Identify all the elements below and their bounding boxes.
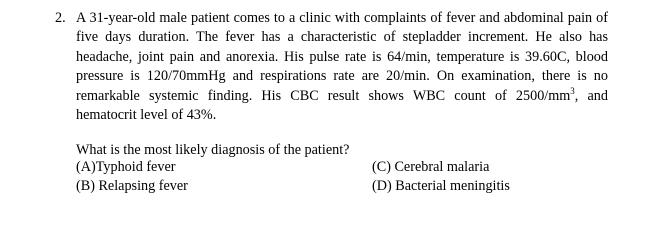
option-text: Bacterial meningitis xyxy=(395,178,510,194)
option-label: (D) xyxy=(372,178,392,194)
stem-line xyxy=(76,87,608,106)
option-text: Cerebral malaria xyxy=(394,159,490,175)
option-text: Typhoid fever xyxy=(95,159,176,175)
option-label: (B) xyxy=(76,178,95,194)
answer-option-a[interactable] xyxy=(76,158,175,176)
answer-option-b[interactable] xyxy=(76,177,188,195)
stem-line-text: remarkable systemic finding. His CBC result shows WBC count of 2500/mm xyxy=(76,87,571,104)
question-prompt: What is the most likely diagnosis of the patient? xyxy=(76,142,350,158)
stem-line: headache, joint pain and anorexia. His pulse rate is 64/min, temperature is 39.60C, blood xyxy=(76,48,608,65)
stem-line-tail: , and xyxy=(574,87,608,104)
question-stem xyxy=(76,9,608,125)
stem-line: hematocrit level of 43%. xyxy=(76,107,217,124)
question-number: 2. xyxy=(55,10,66,26)
stem-line: A 31-year-old male patient comes to a clinic with complaints of fever and abdominal pain of xyxy=(76,10,608,26)
answer-option-d[interactable] xyxy=(372,177,510,195)
stem-line: five days duration. The fever has a characteristic of stepladder increment. He also has xyxy=(76,29,608,46)
stem-line: pressure is 120/70mmHg and respirations rate are 20/min. On examination, there is no xyxy=(76,68,608,85)
answer-option-c[interactable] xyxy=(372,158,489,176)
superscript: 3 xyxy=(570,85,575,96)
option-label: (A) xyxy=(76,159,96,175)
option-label: (C) xyxy=(372,159,391,175)
option-text: Relapsing fever xyxy=(98,178,188,194)
